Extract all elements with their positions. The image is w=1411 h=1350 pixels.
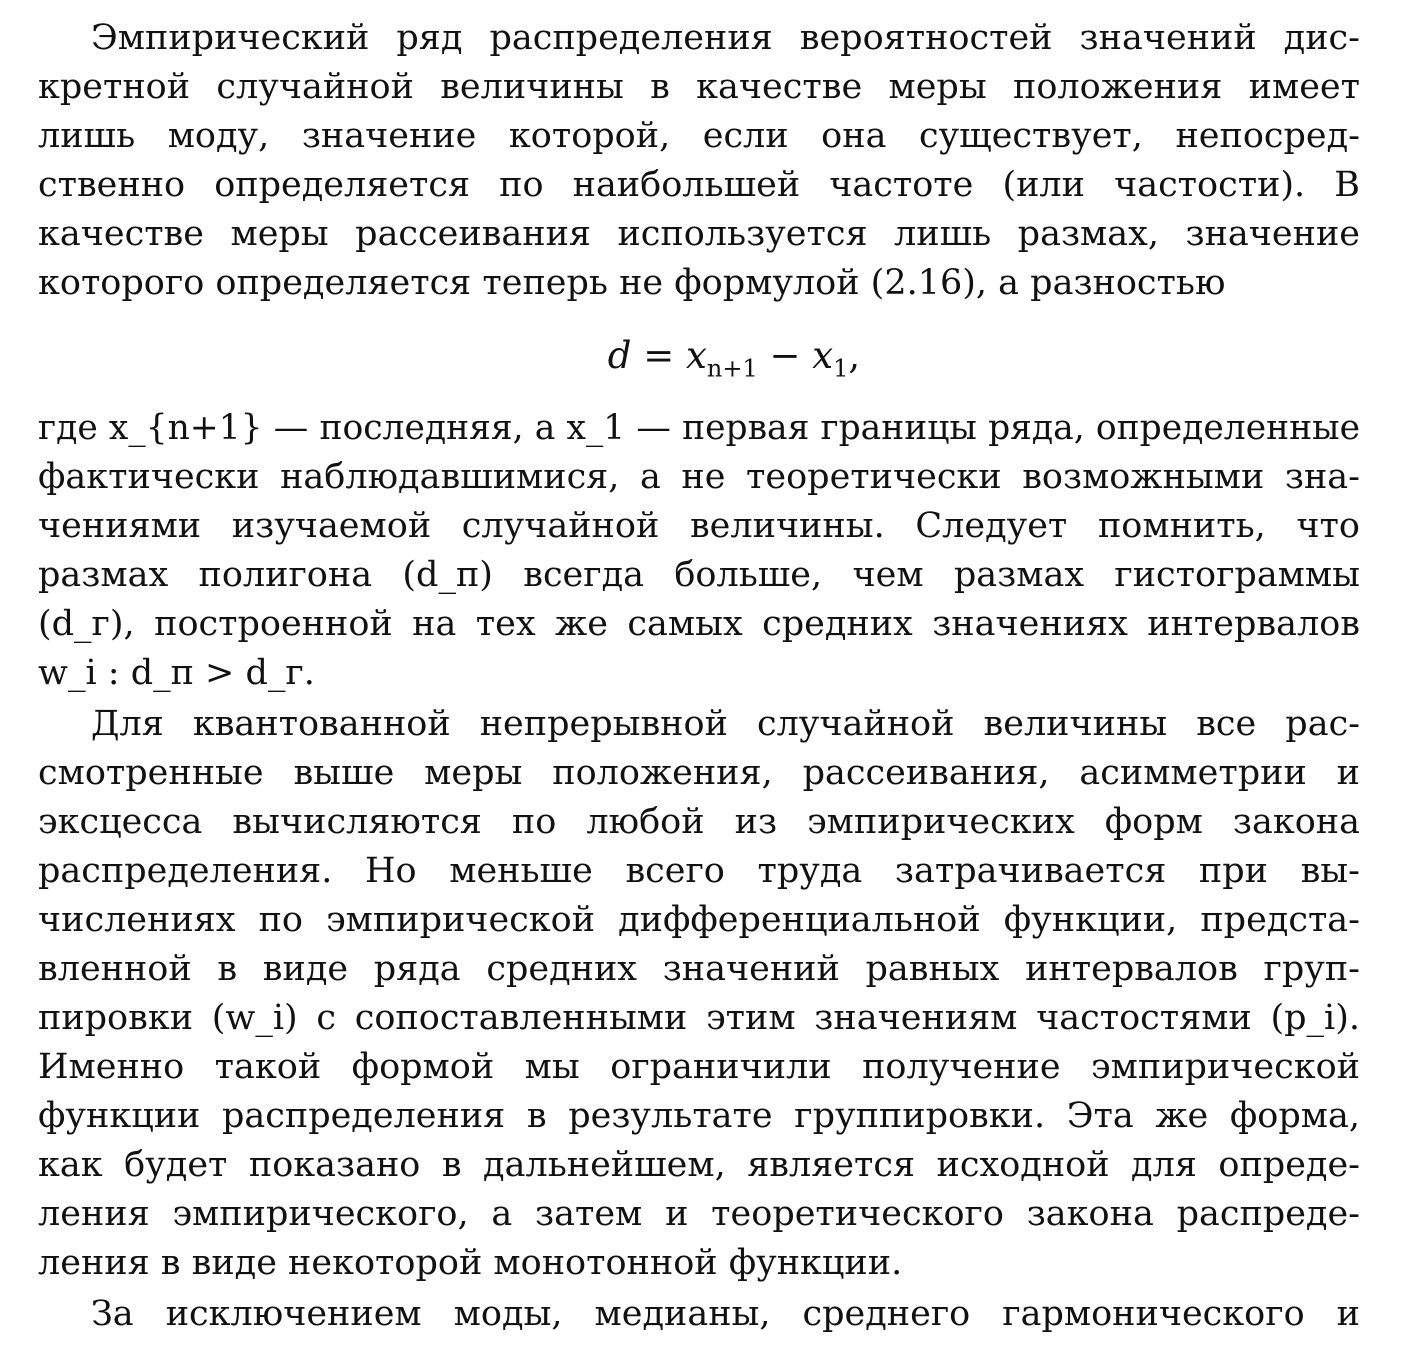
text-line: смотренные выше меры положения, рассеивания, асимметрии и	[38, 753, 1360, 793]
formula-x: x	[812, 334, 834, 377]
text-line: w_i : d_п > d_г.	[38, 653, 315, 693]
text-line: вленной в виде ряда средних значений равных интервалов груп-	[38, 949, 1360, 989]
text-line: фактически наблюдавшимися, а не теоретически возможными зна-	[38, 457, 1360, 497]
text-line: пировки (w_i) с сопоставленными этим значениям частостями (p_i).	[38, 998, 1360, 1038]
paragraph-1	[38, 14, 1360, 308]
text-line: качестве меры рассеивания используется лишь размах, значение	[38, 214, 1360, 254]
text-line: ления в виде некоторой монотонной функции.	[38, 1243, 903, 1283]
text-line: Для квантованной непрерывной случайной величины все рас-	[91, 704, 1360, 744]
text-line: которого определяется теперь не формулой (2.16), а разностью	[38, 263, 1226, 303]
text-line: (d_г), построенной на тех же самых средних значениях интервалов	[38, 604, 1360, 644]
text-line: ственно определяется по наибольшей частоте (или частости). В	[38, 165, 1360, 205]
formula-minus: −	[757, 334, 813, 377]
text-line: Эмпирический ряд распределения вероятностей значений дис-	[91, 18, 1360, 58]
text-line: лишь моду, значение которой, если она существует, непосред-	[38, 116, 1360, 156]
text-line: кретной случайной величины в качестве меры положения имеет	[38, 67, 1360, 107]
formula-end: ,	[848, 334, 861, 377]
text-line: числениях по эмпирической дифференциальной функции, предста-	[38, 900, 1360, 940]
formula-x: x	[686, 334, 707, 377]
document-page	[38, 14, 1360, 1339]
text-line: распределения. Но меньше всего труда затрачивается при вы-	[38, 851, 1360, 891]
text-line: Именно такой формой мы ограничили получение эмпирической	[38, 1047, 1360, 1087]
paragraph-4	[38, 1290, 1360, 1339]
text-line: эксцесса вычисляются по любой из эмпирических форм закона	[38, 802, 1360, 842]
paragraph-3	[38, 700, 1360, 1288]
text-line: как будет показано в дальнейшем, является исходной для опреде-	[38, 1145, 1360, 1185]
formula-eq: =	[631, 334, 687, 377]
formula-sub-b: 1	[833, 354, 849, 383]
text-line: За исключением моды, медианы, среднего гармонического и	[91, 1294, 1360, 1334]
text-line: где x_{n+1} — последняя, а x_1 — первая границы ряда, определенные	[38, 408, 1360, 448]
formula-lhs: d	[607, 334, 632, 377]
formula-sub-a: n+1	[706, 354, 758, 383]
text-line: размах полигона (d_п) всегда больше, чем размах гистограммы	[38, 555, 1360, 595]
text-line: функции распределения в результате группировки. Эта же форма,	[38, 1096, 1360, 1136]
range-formula	[38, 308, 1360, 404]
paragraph-2	[38, 404, 1360, 698]
text-line: чениями изучаемой случайной величины. Следует помнить, что	[38, 506, 1360, 546]
text-line: ления эмпирического, а затем и теоретического закона распреде-	[38, 1194, 1360, 1234]
